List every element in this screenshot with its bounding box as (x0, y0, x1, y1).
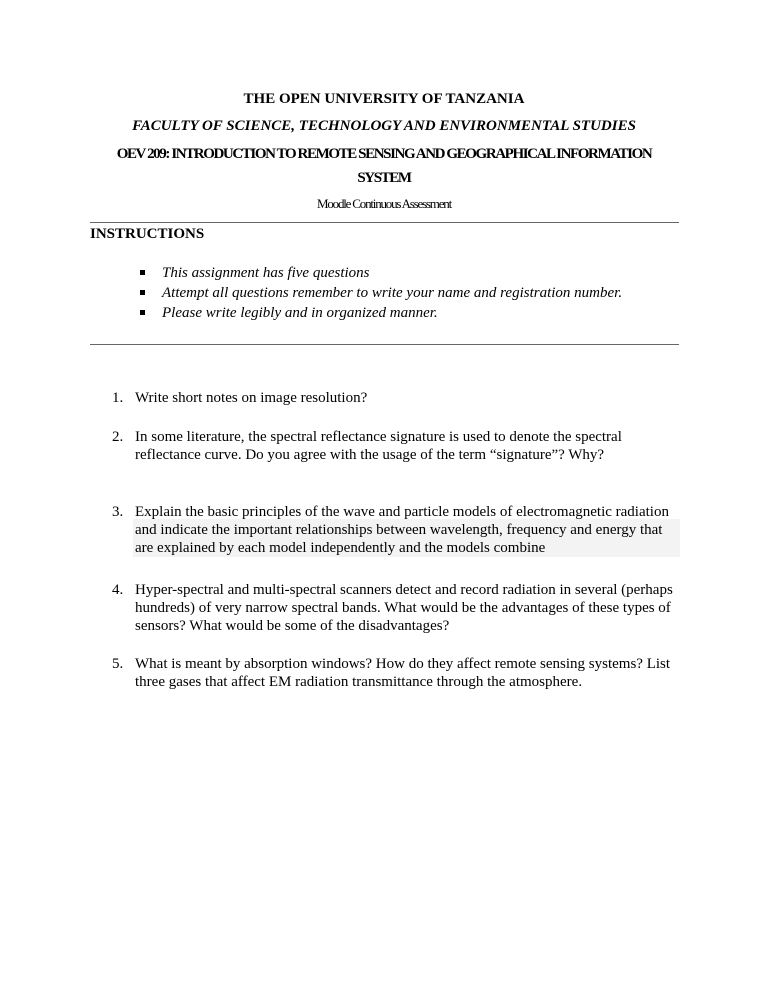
question-number: 5. (112, 656, 124, 672)
instruction-text: Attempt all questions remember to write your name and registration number. (162, 285, 623, 301)
assessment-subtitle: Moodle Continuous Assessment (317, 196, 451, 211)
question-text (135, 389, 682, 407)
square-bullet-icon (140, 270, 145, 275)
question-line: What is meant by absorption windows? How do they affect remote sensing systems? List (135, 656, 671, 672)
instructions-heading: INSTRUCTIONS (90, 226, 205, 242)
instruction-text: Please write legibly and in organized manner. (162, 305, 438, 321)
question-line: In some literature, the spectral reflectance signature is used to denote the spectral (135, 429, 622, 445)
instruction-text: This assignment has five questions (162, 265, 370, 281)
question-text (135, 503, 682, 557)
question-line: Write short notes on image resolution? (135, 390, 368, 406)
question-number: 3. (112, 504, 124, 520)
question-line: Explain the basic principles of the wave and particle models of electromagnetic radiation (135, 504, 669, 520)
top-divider (90, 222, 679, 223)
bottom-divider (90, 344, 679, 345)
square-bullet-icon (140, 310, 145, 315)
question-line: hundreds) of very narrow spectral bands. What would be the advantages of these types of (135, 600, 671, 616)
question-line: reflectance curve. Do you agree with the usage of the term “signature”? Why? (135, 447, 605, 463)
question-line: sensors? What would be some of the disadvantages? (135, 618, 450, 634)
question-line: are explained by each model independently and the models combine (135, 540, 546, 556)
question-number: 1. (112, 390, 124, 406)
university-title: THE OPEN UNIVERSITY OF TANZANIA (243, 91, 525, 107)
question-text (135, 581, 682, 635)
question-line: and indicate the important relationships between wavelength, frequency and energy that (135, 522, 663, 538)
question-number: 4. (112, 582, 124, 598)
question-line: Hyper-spectral and multi-spectral scanners detect and record radiation in several (perhaps (135, 582, 673, 598)
course-title-line-2: SYSTEM (357, 170, 411, 186)
course-title-line-1: OEV 209: INTRODUCTION TO REMOTE SENSING AND GEOGRAPHICAL INFORMATION (116, 146, 652, 162)
square-bullet-icon (140, 290, 145, 295)
question-number: 2. (112, 429, 124, 445)
question-text (135, 428, 682, 464)
question-line: three gases that affect EM radiation transmittance through the atmosphere. (135, 674, 583, 690)
question-text (135, 655, 682, 691)
faculty-title: FACULTY OF SCIENCE, TECHNOLOGY AND ENVIRONMENTAL STUDIES (132, 118, 636, 134)
